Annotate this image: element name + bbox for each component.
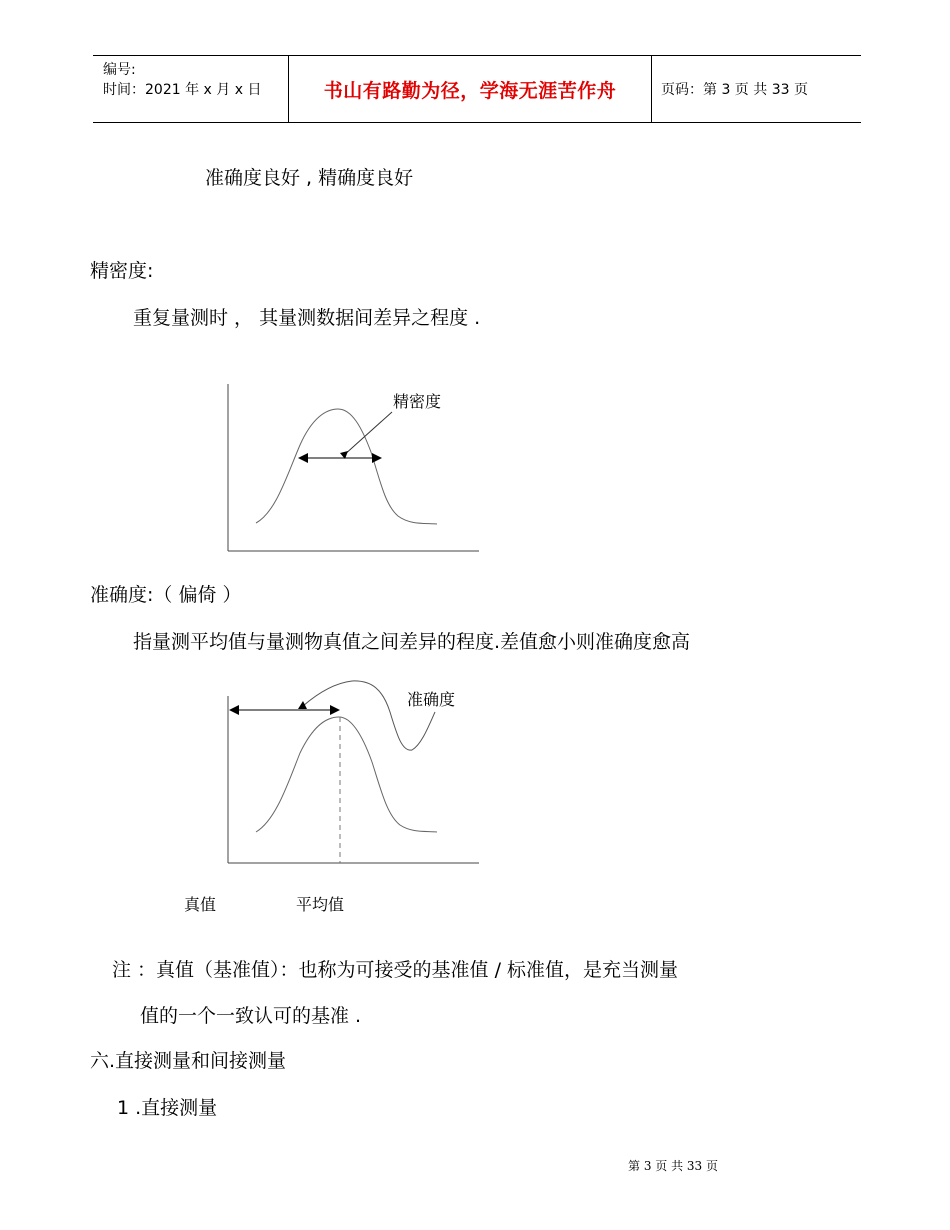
precision-heading: 精密度: <box>90 260 154 282</box>
document-header <box>93 55 861 123</box>
fig2-label-true-value: 真值 <box>184 895 217 914</box>
fig2-distribution-curve <box>256 717 437 832</box>
fig1-leader-arrowhead <box>340 451 348 459</box>
header-divider <box>651 56 652 122</box>
fig2-arrowhead-left <box>229 705 239 715</box>
fig2-leader-arrowhead <box>298 701 307 709</box>
section-six-heading: 六.直接测量和间接测量 <box>90 1050 287 1072</box>
fig2-label-accuracy: 准确度 <box>407 690 456 709</box>
serial-number-label: 编号: <box>103 62 136 78</box>
fig1-distribution-curve <box>256 409 437 524</box>
accuracy-definition: 指量测平均值与量测物真值之间差异的程度.差值愈小则准确度愈高 <box>133 631 691 653</box>
subsection-one-heading: 1 .直接测量 <box>117 1097 218 1119</box>
accuracy-precision-good-line: 准确度良好 , 精确度良好 <box>205 167 414 189</box>
note-line-2: 值的一个一致认可的基准 . <box>140 1005 362 1027</box>
fig1-label-precision: 精密度 <box>393 392 442 411</box>
header-meta <box>103 60 261 100</box>
footer-page-number: 第 3 页 共 33 页 <box>628 1159 718 1173</box>
precision-definition: 重复量测时 ， 其量测数据间差异之程度 . <box>133 307 481 329</box>
fig2-label-mean-value: 平均值 <box>296 895 345 914</box>
fig1-arrowhead-right <box>372 453 382 463</box>
fig1-arrowhead-left <box>298 453 308 463</box>
note-line-1: 注 ：真值（基准值）：也称为可接受的基准值 / 标准值，是充当测量 <box>112 959 679 981</box>
accuracy-heading: 准确度:（ 偏倚 ） <box>90 584 242 606</box>
header-motto: 书山有路勤为径，学海无涯苦作舟 <box>323 79 617 102</box>
header-page-info: 页码：第 3 页 共 33 页 <box>661 82 808 98</box>
fig1-label-leader <box>343 412 392 456</box>
time-label: 时间：2021 年 x 月 x 日 <box>103 82 262 98</box>
fig2-arrowhead-right <box>330 705 340 715</box>
